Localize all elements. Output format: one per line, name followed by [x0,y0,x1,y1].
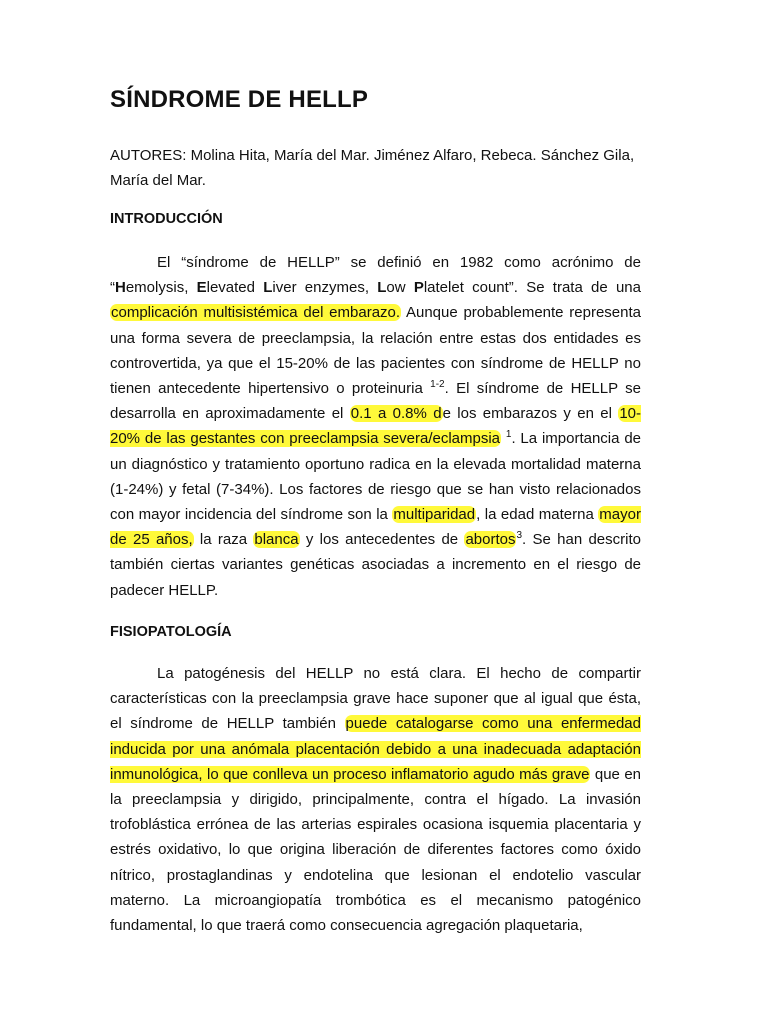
highlight: multiparidad [393,506,476,524]
highlight: abortos [465,531,516,549]
text-run: y los antecedentes de [299,531,465,549]
highlight: puede catalogarse como una enfermedad inducida por una anómala placentación debido a una inadecuada adaptación inmunológica, lo que conlleva un proceso inflamatorio agudo más grave [110,715,641,783]
text-run: e los embarazos y en el [442,405,619,423]
acronym-letter-l2: L [377,279,387,297]
text-run: . La importancia de un diagnóstico y tratamiento oportuno radica en la elevada mortalidad materna (1-24%) y fetal (7-34%). Los factores de riesgo que se han visto relacionados con mayor incidencia del síndrome son la [110,430,642,524]
fisiopatologia-paragraph [110,661,641,938]
highlight: blanca [254,531,299,549]
authors-line: AUTORES: Molina Hita, María del Mar. Jiménez Alfaro, Rebeca. Sánchez Gila, María del Mar. [110,147,635,189]
section-heading-fisiopatologia: FISIOPATOLOGÍA [110,624,232,640]
text-run: iver enzymes, [272,279,378,297]
text-run: , la edad materna [476,506,599,524]
acronym-letter-h: H [115,279,126,297]
text-run: ow [386,279,414,297]
text-run: El “síndrome de HELLP” se definió en 1982 como acrónimo de “ [110,254,641,297]
text-run: . El síndrome de HELLP se desarrolla en aproximadamente el [110,380,641,423]
acronym-letter-l: L [263,279,273,297]
highlight: mayor de 25 años, [110,506,641,549]
text-run: la raza [193,531,254,549]
text-run: levated [206,279,264,297]
text-run: latelet count”. Se trata de una [423,279,641,297]
citation-superscript: 1-2 [430,379,445,391]
citation-superscript: 3 [516,530,523,542]
text-run: Aunque probablemente representa una forma severa de preeclampsia, la relación entre estas dos entidades es controvertida, ya que el 15-20% de las pacientes con síndrome de HELLP no tienen antecedente hipertensivo o proteinuria [110,304,641,398]
acronym-letter-p: P [413,279,424,297]
highlight: 10-20% de las gestantes con preeclampsia severa/eclampsia [110,405,641,448]
text-run: La patogénesis del HELLP no está clara. El hecho de compartir características con la preeclampsia grave hace suponer que al igual que ésta, el síndrome de HELLP también [110,665,641,733]
citation-superscript: 1 [505,429,512,441]
document-title: SÍNDROME DE HELLP [110,86,369,113]
introduction-paragraph [110,250,641,603]
section-heading-introduccion: INTRODUCCIÓN [110,211,223,227]
acronym-letter-e: E [196,279,207,297]
text-run: . Se han descrito también ciertas variantes genéticas asociadas a incremento en el riesgo de padecer HELLP. [110,531,641,599]
text-run: emolysis, [125,279,197,297]
highlight: 0.1 a 0.8% d [350,405,442,423]
text-run: que en la preeclampsia y dirigido, principalmente, contra el hígado. La invasión trofoblástica errónea de las arterias espirales ocasiona isquemia placentaria y estrés oxidativo, lo que origina liberación de diferentes factores como óxido nítrico, prostaglandinas y endotelina que lesionan el endotelio vascular materno. La microangiopatía trombótica es el mecanismo patogénico fundamental, lo que traerá como consecuencia agregación plaquetaria, [110,765,642,935]
highlight: complicación multisistémica del embarazo. [111,304,401,322]
